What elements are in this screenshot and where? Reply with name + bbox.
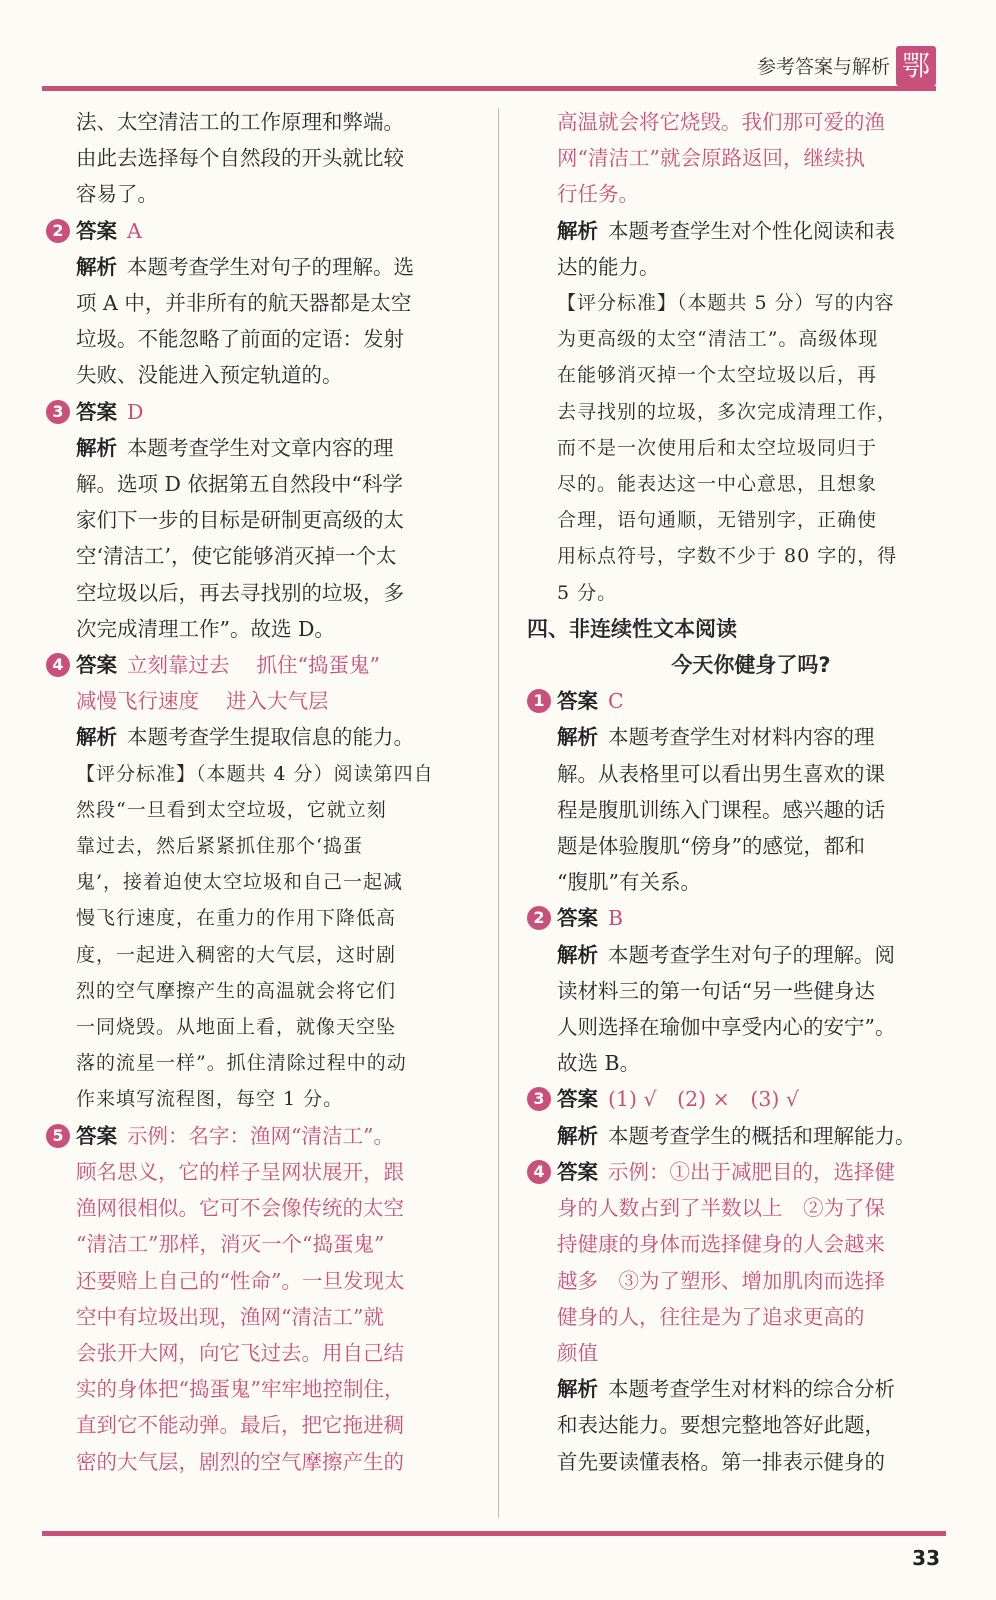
- answer-line: 颜值: [557, 1340, 598, 1365]
- analysis-label: 解析: [76, 435, 117, 460]
- analysis-text: 本题考查学生对句子的理解。选: [127, 254, 414, 279]
- text-line: 垃圾。不能忽略了前面的定语：发射: [76, 327, 404, 352]
- standard-line: 而不是一次使用后和太空垃圾同归于: [557, 436, 878, 459]
- answer-row-r3: [527, 1081, 955, 1117]
- question-number: 1: [527, 689, 551, 713]
- text-line: 首先要读懂表格。第一排表示健身的: [557, 1449, 885, 1474]
- text-line: [76, 430, 474, 466]
- analysis-text: 本题考查学生对文章内容的理: [127, 435, 394, 460]
- answer-line: 渔网很相似。它可不会像传统的太空: [76, 1196, 404, 1221]
- text-line: [557, 719, 955, 755]
- analysis-label: 解析: [76, 725, 117, 750]
- text-line: [76, 249, 474, 285]
- standard-line: 去寻找别的垃圾，多次完成清理工作，: [557, 400, 898, 423]
- section-title: 四、非连续性文本阅读: [527, 616, 737, 641]
- text-line: 故选 B。: [557, 1051, 641, 1076]
- answer-label: 答案: [557, 1087, 598, 1112]
- answer-line: 行任务。: [557, 182, 639, 207]
- answer-line: 持健康的身体而选择健身的人会越来: [557, 1232, 885, 1257]
- standard-line: 尽的。能表达这一中心意思，且想象: [557, 473, 878, 496]
- text-line: “腹肌”有关系。: [557, 870, 701, 895]
- answer-line: 会张开大网，向它飞过去。用自己结: [76, 1340, 404, 1365]
- text-line: 空‘清洁工’，使它能够消灭掉一个太: [76, 544, 397, 569]
- question-number: 4: [527, 1160, 551, 1184]
- text-line: 达的能力。: [557, 254, 660, 279]
- analysis-r2: [527, 937, 955, 1082]
- analysis-r3: [527, 1118, 955, 1154]
- answer-row-r1: [527, 683, 955, 719]
- standard-line: 度，一起进入稠密的大气层，这时剧: [76, 943, 397, 966]
- answer-label: 答案: [76, 1123, 117, 1148]
- text-line: [557, 937, 955, 973]
- text-line: 失败、没能进入预定轨道的。: [76, 363, 343, 388]
- analysis-label: 解析: [76, 254, 117, 279]
- standard-line: 鬼’，接着迫使太空垃圾和自己一起减: [76, 871, 404, 894]
- standard-line: 【评分标准】（本题共 4 分）阅读第四自: [76, 762, 434, 785]
- header-rule: [42, 86, 936, 91]
- answer-label: 答案: [557, 1159, 598, 1184]
- answer-line: 直到它不能动弹。最后，把它拖进稠: [76, 1413, 404, 1438]
- standard-line: 为更高级的太空“清洁工”。高级体现: [557, 328, 879, 351]
- standard-line: 在能够消灭掉一个太空垃圾以后，再: [557, 364, 878, 387]
- text-line: 解。选项 D 依据第五自然段中“科学: [76, 472, 403, 497]
- analysis-text: 本题考查学生对材料的综合分析: [608, 1377, 895, 1402]
- answer-line: 健身的人，往往是为了追求更高的: [557, 1304, 865, 1329]
- answer-line: 顾名思义，它的样子呈网状展开，跟: [76, 1159, 404, 1184]
- answer-row-q3: [46, 394, 474, 430]
- analysis-label: 解析: [557, 725, 598, 750]
- text-line: 空垃圾以后，再去寻找别的垃圾，多: [76, 580, 404, 605]
- standard-line: 烈的空气摩擦产生的高温就会将它们: [76, 979, 397, 1002]
- answer-q5-continued: [527, 104, 955, 213]
- answer-row-r2: [527, 900, 955, 936]
- region-badge: 鄂: [896, 46, 936, 86]
- text-line: 次完成清理工作”。故选 D。: [76, 616, 335, 641]
- answer-line: 密的大气层，剧烈的空气摩擦产生的: [76, 1449, 404, 1474]
- answer-value: C: [608, 689, 624, 714]
- analysis-r1: [527, 719, 955, 900]
- page-number: 33: [912, 1546, 940, 1570]
- text-line: 和表达能力。要想完整地答好此题，: [557, 1413, 885, 1438]
- analysis-text: 本题考查学生的概括和理解能力。: [608, 1123, 916, 1148]
- text-line: 家们下一步的目标是研制更高级的太: [76, 508, 404, 533]
- question-number: 5: [46, 1124, 70, 1148]
- answer-row-q2: [46, 213, 474, 249]
- standard-line: 5 分。: [557, 581, 618, 604]
- standard-line: 然段“一旦看到太空垃圾，它就立刻: [76, 798, 387, 821]
- standard-line: 落的流星一样”。抓住清除过程中的动: [76, 1052, 407, 1075]
- answer-value: 示例：名字：渔网“清洁工”。: [127, 1123, 394, 1148]
- running-header-title: 参考答案与解析: [756, 56, 890, 78]
- analysis-label: 解析: [557, 942, 598, 967]
- intro-text: [46, 104, 474, 213]
- text-line: 题是体验腹肌“傍身”的感觉，都和: [557, 834, 865, 859]
- standard-line: 一同烧毁。从地面上看，就像天空坠: [76, 1016, 397, 1039]
- analysis-q4: [46, 683, 474, 1117]
- answer-line: 身的人数占到了半数以上 ②为了保: [557, 1196, 885, 1221]
- answer-line: 还要赔上自己的“性命”。一旦发现太: [76, 1268, 405, 1293]
- right-column: [527, 104, 955, 1480]
- analysis-text: 本题考查学生对个性化阅读和表: [608, 218, 895, 243]
- answer-line: 减慢飞行速度 进入大气层: [76, 689, 329, 714]
- answer-r4-body: [527, 1190, 955, 1480]
- standard-line: 靠过去，然后紧紧抓住那个‘捣蛋: [76, 835, 364, 858]
- analysis-q2: [46, 249, 474, 394]
- standard-line: 作来填写流程图，每空 1 分。: [76, 1088, 344, 1111]
- standard-line: 【评分标准】（本题共 5 分）写的内容: [557, 292, 895, 315]
- answer-label: 答案: [76, 399, 117, 424]
- answer-value: 立刻靠过去 抓住“捣蛋鬼”: [127, 653, 380, 678]
- analysis-label: 解析: [557, 218, 598, 243]
- question-number: 2: [46, 219, 70, 243]
- answer-value: B: [608, 906, 624, 931]
- left-column: [46, 104, 474, 1480]
- answer-row-r4: [527, 1154, 955, 1190]
- answer-value: (1) √ (2) × (3) √: [608, 1087, 799, 1112]
- analysis-text: 本题考查学生对句子的理解。阅: [608, 942, 895, 967]
- question-number: 3: [527, 1087, 551, 1111]
- answer-line: 实的身体把“捣蛋鬼”牢牢地控制住，: [76, 1377, 405, 1402]
- standard-line: 慢飞行速度，在重力的作用下降低高: [76, 907, 397, 930]
- answer-value: 示例：①出于减肥目的，选择健: [608, 1159, 895, 1184]
- standard-line: 合理，语句通顺，无错别字，正确使: [557, 509, 878, 532]
- column-divider: [498, 108, 499, 1518]
- text-line: 容易了。: [76, 182, 158, 207]
- answer-label: 答案: [76, 653, 117, 678]
- answer-label: 答案: [76, 218, 117, 243]
- answer-line: 空中有垃圾出现，渔网“清洁工”就: [76, 1304, 384, 1329]
- text-line: 人则选择在瑜伽中享受内心的安宁”。: [557, 1015, 896, 1040]
- analysis-q3: [46, 430, 474, 647]
- answer-line: “清洁工”那样，消灭一个“捣蛋鬼”: [76, 1232, 385, 1257]
- answer-value: A: [127, 218, 142, 243]
- text-line: 读材料三的第一句话“另一些健身达: [557, 978, 875, 1003]
- question-number: 2: [527, 906, 551, 930]
- answer-line: 越多 ③为了塑形、增加肌肉而选择: [557, 1268, 885, 1293]
- text-line: 法、太空清洁工的工作原理和弊端。: [76, 110, 404, 134]
- answer-q5-body: [46, 1154, 474, 1480]
- text-line: 由此去选择每个自然段的开头就比较: [76, 146, 404, 171]
- text-line: [557, 213, 955, 249]
- analysis-label: 解析: [557, 1123, 598, 1148]
- answer-label: 答案: [557, 906, 598, 931]
- text-line: [557, 1118, 955, 1154]
- question-number: 4: [46, 653, 70, 677]
- text-line: [76, 719, 474, 755]
- answer-row-q4: [46, 647, 474, 683]
- answer-line: 高温就会将它烧毁。我们那可爱的渔: [557, 110, 885, 134]
- text-line: 项 A 中，并非所有的航天器都是太空: [76, 291, 412, 316]
- article-title: 今天你健身了吗?: [671, 653, 831, 678]
- answer-value: D: [127, 399, 144, 424]
- answer-line: 网“清洁工”就会原路返回，继续执: [557, 146, 865, 171]
- analysis-label: 解析: [557, 1377, 598, 1402]
- footer-rule: [42, 1531, 946, 1536]
- question-number: 3: [46, 400, 70, 424]
- text-line: 解。从表格里可以看出男生喜欢的课: [557, 761, 885, 786]
- text-line: [557, 1371, 955, 1407]
- standard-line: 用标点符号，字数不少于 80 字的，得: [557, 545, 898, 568]
- text-line: 程是腹肌训练入门课程。感兴趣的话: [557, 797, 885, 822]
- analysis-text: 本题考查学生对材料内容的理: [608, 725, 875, 750]
- analysis-q5: [527, 213, 955, 611]
- answer-row-q5: [46, 1118, 474, 1154]
- analysis-text: 本题考查学生提取信息的能力。: [127, 725, 414, 750]
- answer-label: 答案: [557, 689, 598, 714]
